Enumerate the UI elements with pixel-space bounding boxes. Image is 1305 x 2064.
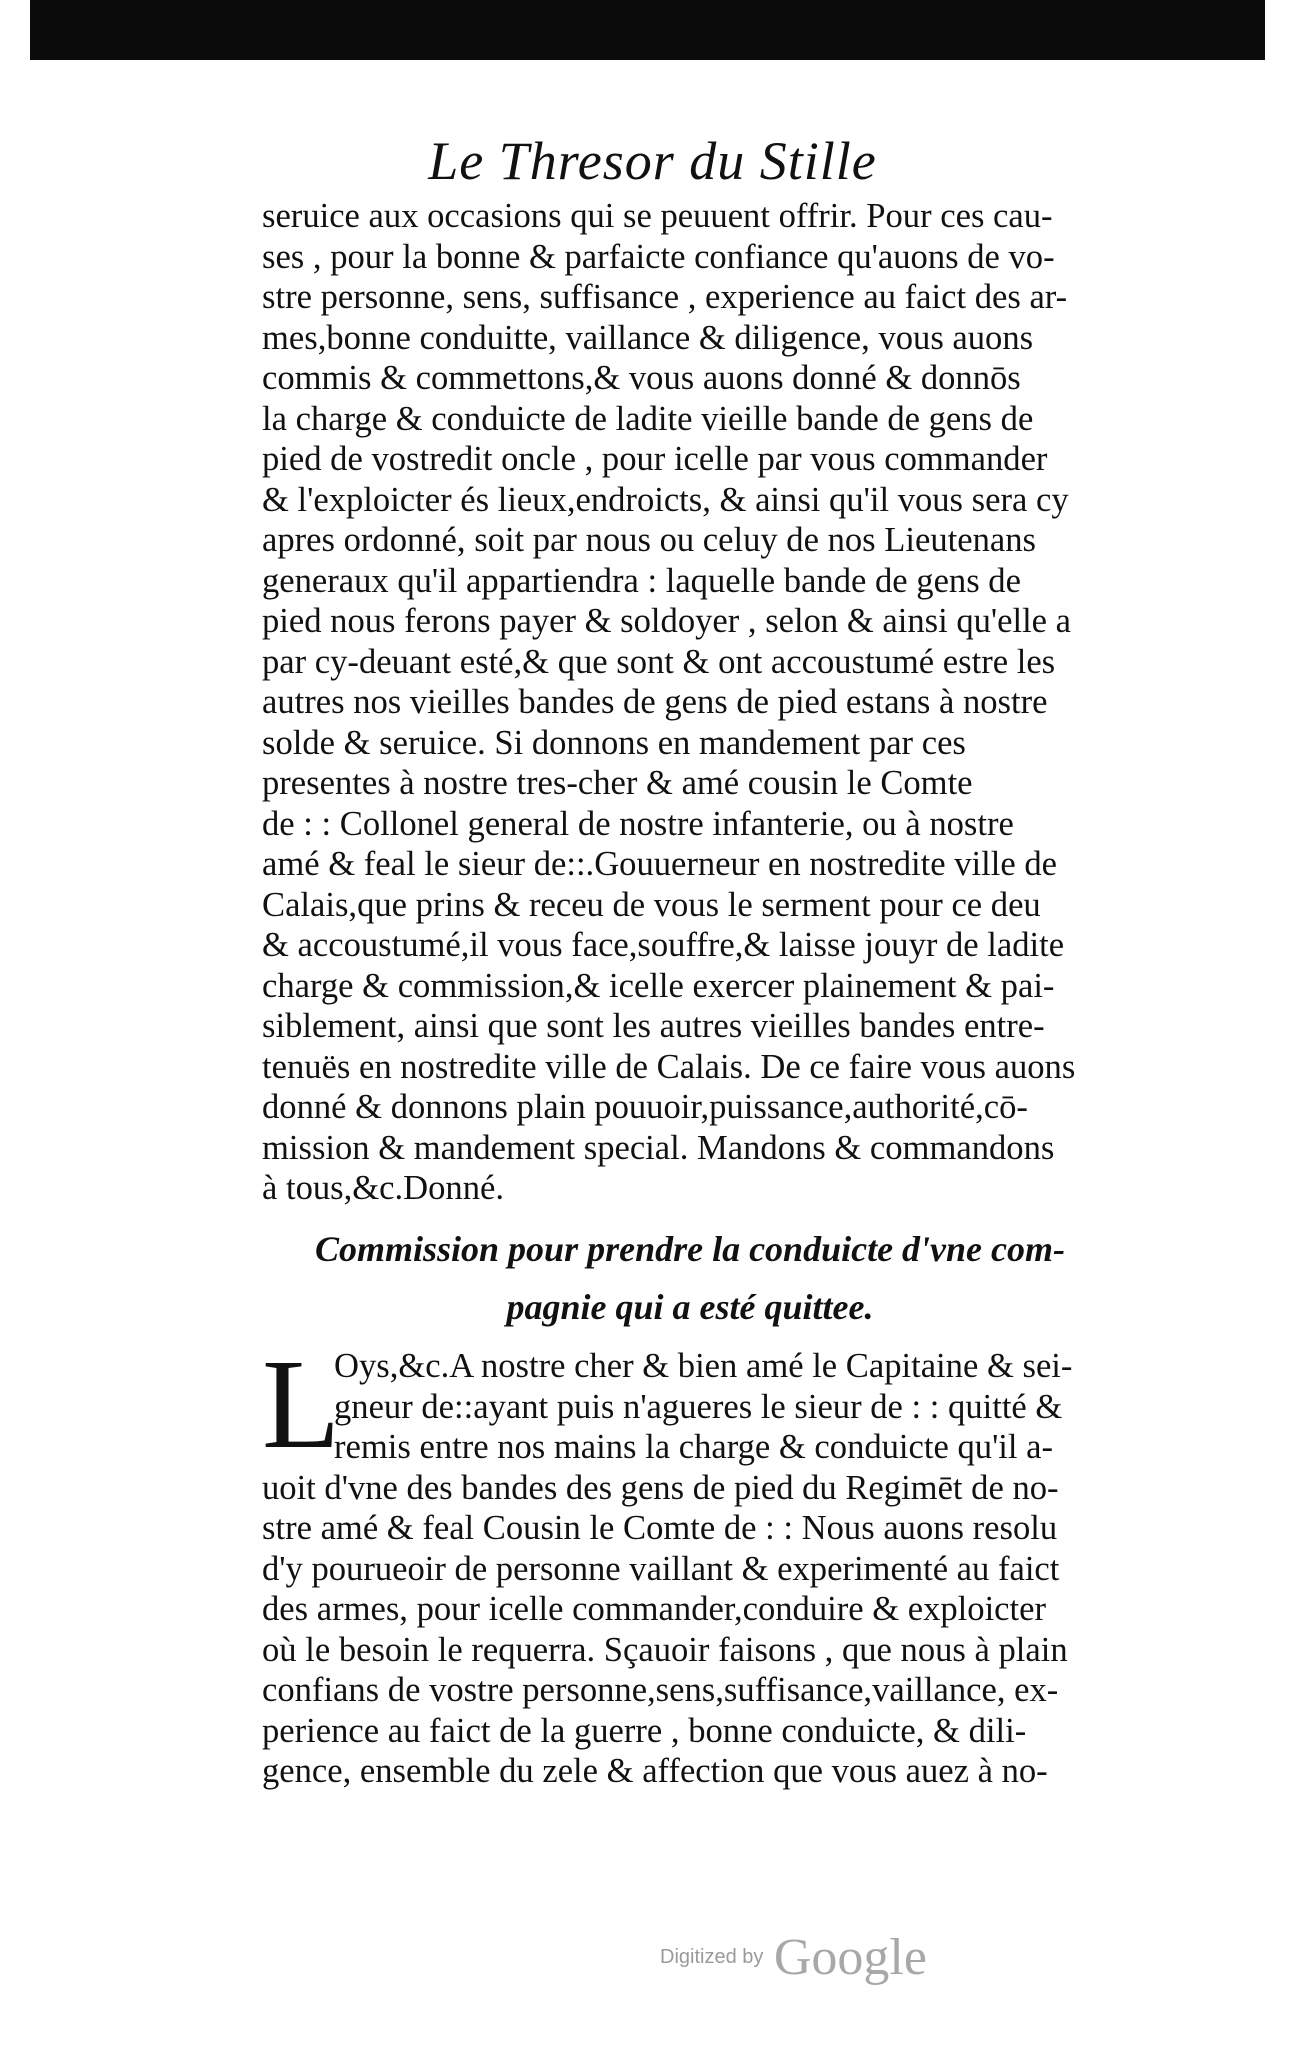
text-line: des armes, pour icelle commander,conduire & exploicter — [262, 1590, 1047, 1628]
drop-cap: L — [262, 1333, 341, 1475]
text-line: Calais,que prins & receu de vous le serment pour ce deu — [262, 885, 1041, 924]
text-line: mission & mandement special. Mandons & commandons — [262, 1128, 1055, 1167]
text-line: seruice aux occasions qui se peuuent offrir. Pour ces cau- — [262, 197, 1053, 235]
text-line: stre amé & feal Cousin le Comte de : : Nous auons resolu — [262, 1509, 1058, 1547]
text-line: par cy-deuant esté,& que sont & ont accoustumé estre les — [262, 642, 1056, 681]
text-line: amé & feal le sieur de::.Gouuerneur en nostredite ville de — [262, 845, 1057, 883]
text-line: uoit d'vne des bandes des gens de pied du Regimēt de no- — [262, 1468, 1059, 1507]
section-heading — [300, 1220, 1080, 1336]
text-line: apres ordonné, soit par nous ou celuy de nos Lieutenans — [262, 521, 1036, 559]
text-line: generaux qu'il appartiendra : laquelle bande de gens de — [262, 561, 1021, 600]
text-line: gence, ensemble du zele & affection que vous auez à no- — [262, 1752, 1048, 1790]
text-line: d'y pourueoir de personne vaillant & experimenté au faict — [262, 1549, 1060, 1588]
text-line: autres nos vieilles bandes de gens de pied estans à nostre — [262, 683, 1048, 721]
paragraph-2 — [262, 1333, 1144, 1792]
text-line: stre personne, sens, suffisance , experience au faict des ar- — [262, 278, 1068, 316]
text-line: solde & seruice. Si donnons en mandement par ces — [262, 723, 966, 762]
running-head: Le Thresor du Stille — [428, 131, 877, 191]
scan-top-bar — [30, 0, 1265, 60]
text-line: pied nous ferons payer & soldoyer , selon & ainsi qu'elle a — [262, 602, 1072, 640]
digitized-footer — [660, 1928, 1060, 1987]
text-line: siblement, ainsi que sont les autres vieilles bandes entre- — [262, 1007, 1045, 1045]
text-line: tenuës en nostredite ville de Calais. De ce faire vous auons — [262, 1047, 1076, 1086]
text-line: de : : Collonel general de nostre infanterie, ou à nostre — [262, 804, 1014, 843]
text-line: donné & donnons plain pouuoir,puissance,authorité,cō- — [262, 1088, 1028, 1126]
heading-line: Commission pour prendre la conduicte d'vne com- — [314, 1229, 1066, 1269]
text-line: charge & commission,& icelle exercer plainement & pai- — [262, 966, 1055, 1005]
text-line: la charge & conduicte de ladite vieille bande de gens de — [262, 399, 1034, 438]
text-line: à tous,&c.Donné. — [262, 1169, 504, 1207]
digitized-label: Digitized by — [660, 1946, 764, 1968]
text-line: gneur de::ayant puis n'agueres le sieur de : : quitté & — [334, 1387, 1063, 1426]
text-line: perience au faict de la guerre , bonne conduicte, & dili- — [262, 1711, 1027, 1750]
heading-line: pagnie qui a esté quittee. — [506, 1287, 874, 1327]
text-line: remis entre nos mains la charge & conduicte qu'il a- — [334, 1428, 1054, 1466]
text-line: presentes à nostre tres-cher & amé cousin le Comte — [262, 764, 973, 802]
google-logo: Google — [773, 1929, 927, 1986]
text-line: & l'exploicter és lieux,endroicts, & ainsi qu'il vous sera cy — [262, 480, 1069, 519]
text-line: où le besoin le requerra. Sçauoir faisons , que nous à plain — [262, 1630, 1068, 1669]
text-line: mes,bonne conduitte, vaillance & diligence, vous auons — [262, 318, 1034, 357]
text-line: confians de vostre personne,sens,suffisance,vaillance, ex- — [262, 1671, 1059, 1709]
text-line: pied de vostredit oncle , pour icelle par vous commander — [262, 440, 1048, 478]
text-line: ses , pour la bonne & parfaicte confiance qu'auons de vo- — [262, 237, 1055, 276]
paragraph-1 — [262, 196, 1144, 1209]
text-line: Oys,&c.A nostre cher & bien amé le Capitaine & sei- — [334, 1347, 1073, 1385]
text-line: commis & commettons,& vous auons donné & donnōs — [262, 359, 1021, 397]
text-line: & accoustumé,il vous face,souffre,& laisse jouyr de ladite — [262, 926, 1065, 964]
